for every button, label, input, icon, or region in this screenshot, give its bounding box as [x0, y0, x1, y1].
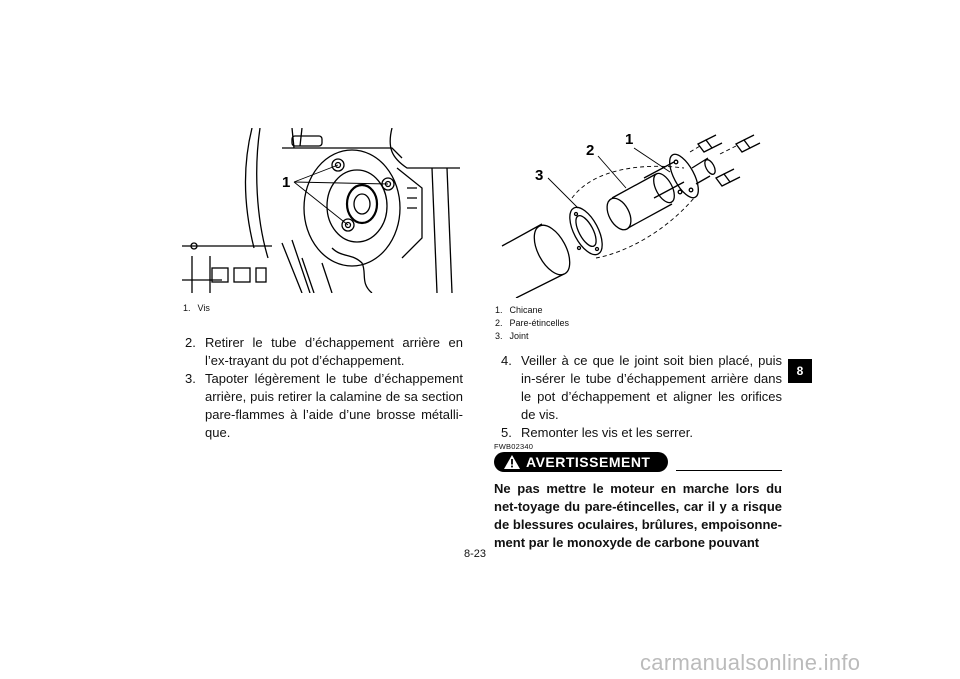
step-number: 5.: [501, 425, 512, 440]
step-number: 4.: [501, 353, 512, 368]
caption-number: 1.: [495, 305, 503, 315]
step-3: [185, 370, 463, 442]
caption-item: [495, 330, 569, 343]
warning-code: FWB02340: [494, 442, 534, 451]
caption-item: [495, 304, 569, 317]
left-caption: [183, 302, 210, 315]
step-4: [501, 352, 782, 424]
chapter-number: 8: [796, 364, 804, 378]
page-number: 8-23: [464, 548, 487, 560]
step-5: [501, 424, 782, 442]
step-text: Tapoter légèrement le tube d’échappement arrière, puis retirer la calamine de sa section pare-flammes à l’aide d’une brosse métalli-que.: [205, 371, 463, 440]
step-number: 2.: [185, 335, 196, 350]
caption-text: Vis: [197, 303, 210, 313]
figure-label-3: 3: [535, 167, 544, 184]
caption-text: Chicane: [509, 305, 543, 315]
caption-number: 3.: [495, 331, 503, 341]
step-text: Veiller à ce que le joint soit bien placé, puis in-sérer le tube d’échappement arrière dans le pot d’échappement et aligner les orifices de vis.: [521, 353, 782, 422]
caption-number: 1.: [183, 303, 191, 313]
watermark: carmanualsonline.info: [640, 650, 861, 675]
caption-item: [495, 317, 569, 330]
warning-triangle-icon: [504, 455, 520, 469]
warning-banner: [494, 452, 668, 472]
exhaust-screws-illustration: [182, 128, 460, 293]
caption-item: [183, 302, 210, 315]
step-text: Retirer le tube d’échappement arrière en l’ex-trayant du pot d’échappement.: [205, 335, 463, 368]
warning-body: Ne pas mettre le moteur en marche lors du net-toyage du pare-étincelles, car il y a risque de blessures oculaires, brûlures, empoisonne-ment par le monoxyde de carbone pouvant: [494, 481, 782, 550]
step-text: Remonter les vis et les serrer.: [521, 425, 693, 440]
figure-label-2: 2: [586, 142, 595, 159]
chapter-tab: [788, 359, 812, 383]
warning-rule: [676, 470, 782, 471]
right-caption: [495, 304, 569, 343]
figure-label-1: 1: [625, 131, 634, 148]
caption-text: Joint: [509, 331, 529, 341]
caption-number: 2.: [495, 318, 503, 328]
warning-title: AVERTISSEMENT: [526, 454, 651, 470]
step-2: [185, 334, 463, 370]
step-number: 3.: [185, 371, 196, 386]
figure-label-1: 1: [282, 174, 291, 191]
caption-text: Pare-étincelles: [509, 318, 570, 328]
spark-arrester-exploded-illustration: [494, 128, 784, 298]
